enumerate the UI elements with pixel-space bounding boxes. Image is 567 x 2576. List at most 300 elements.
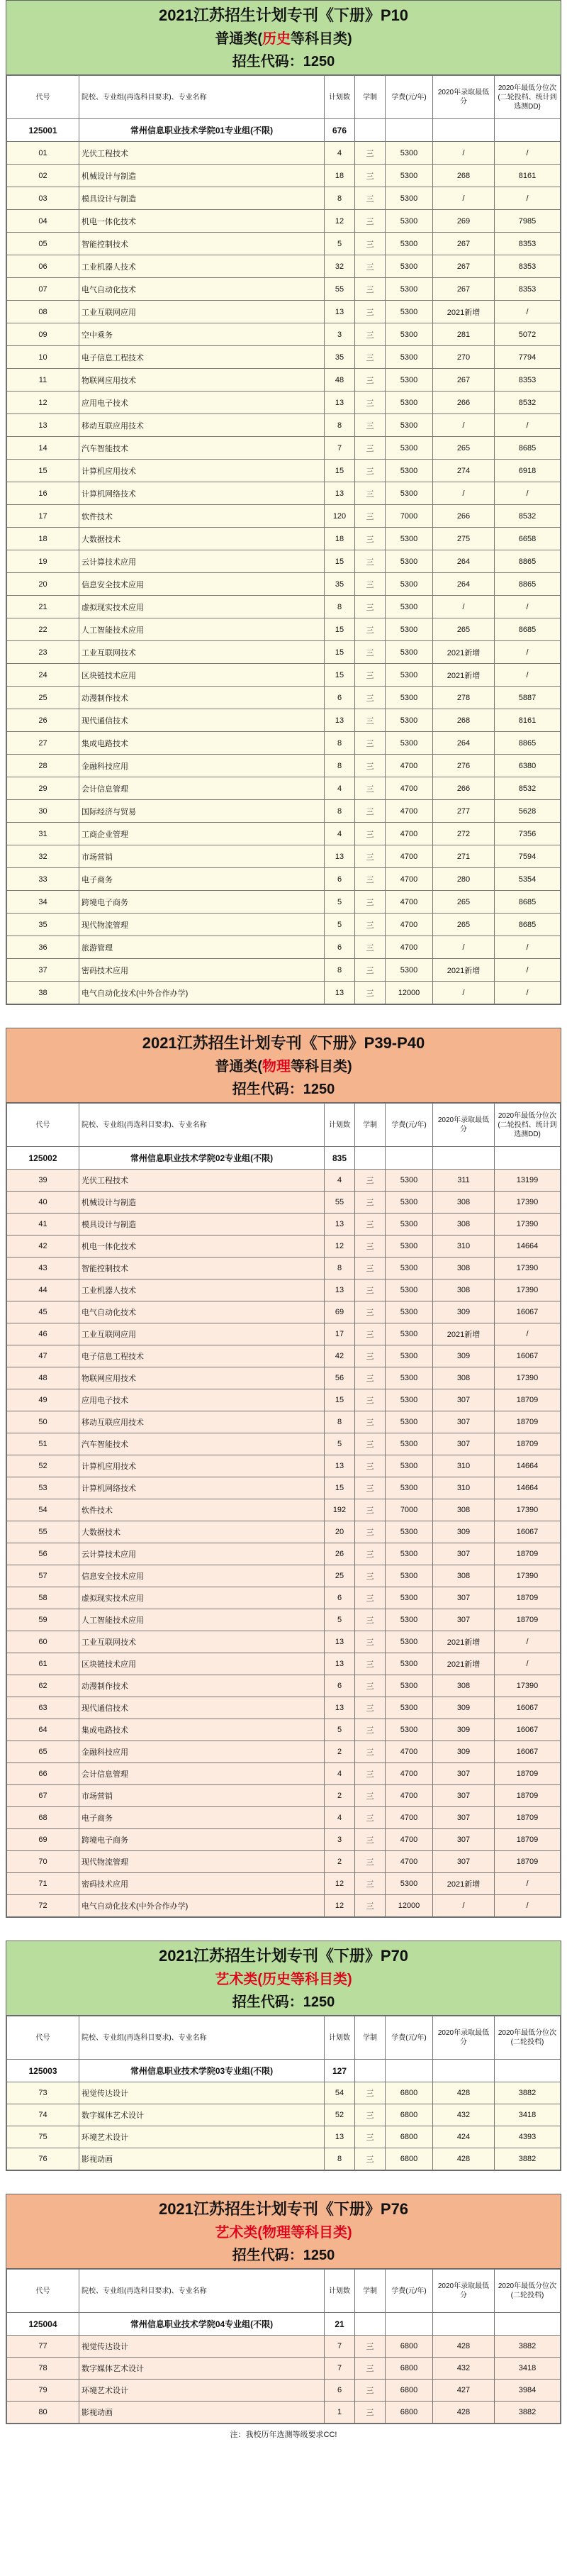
cell-rank: 16067 <box>495 1697 561 1719</box>
cell-code: 43 <box>7 1258 79 1279</box>
cell-name: 工业机器人技术 <box>79 1279 325 1301</box>
table-row <box>7 2104 561 2126</box>
table-row <box>7 142 561 165</box>
cell-rank: 5628 <box>495 800 561 823</box>
cell-rank: 17390 <box>495 1214 561 1236</box>
table-row <box>7 369 561 392</box>
cell-len: 三 <box>355 618 386 641</box>
cell-name: 现代物流管理 <box>79 914 325 936</box>
cell-fee: 5300 <box>386 732 433 755</box>
cell-name: 机电一体化技术 <box>79 210 325 233</box>
cell-score: 278 <box>433 687 495 709</box>
cell-code: 30 <box>7 800 79 823</box>
cell-name: 虚拟现实技术应用 <box>79 596 325 618</box>
group-code: 125003 <box>7 2060 79 2082</box>
cell-len: 三 <box>355 914 386 936</box>
cell-rank: 18709 <box>495 1433 561 1455</box>
empty-cell <box>386 1147 433 1170</box>
group-code: 125004 <box>7 2313 79 2336</box>
cell-name: 数字媒体艺术设计 <box>79 2358 325 2380</box>
cell-score: 309 <box>433 1719 495 1741</box>
cell-score: 264 <box>433 550 495 573</box>
cell-fee: 5300 <box>386 664 433 687</box>
column-header: 院校、专业组(再选科目要求)、专业名称 <box>79 76 325 119</box>
cell-fee: 5300 <box>386 1455 433 1477</box>
cell-fee: 5300 <box>386 1258 433 1279</box>
cell-name: 密码技术应用 <box>79 1873 325 1895</box>
cell-len: 三 <box>355 1543 386 1565</box>
table-row <box>7 2082 561 2104</box>
cell-code: 79 <box>7 2380 79 2402</box>
cell-fee: 5300 <box>386 301 433 323</box>
column-header: 计划数 <box>325 76 355 119</box>
cell-rank: 8161 <box>495 165 561 187</box>
cell-len: 三 <box>355 210 386 233</box>
group-name: 常州信息职业技术学院01专业组(不限) <box>79 119 325 142</box>
cell-name: 金融科技应用 <box>79 1741 325 1763</box>
cell-name: 会计信息管理 <box>79 1763 325 1785</box>
group-name: 常州信息职业技术学院02专业组(不限) <box>79 1147 325 1170</box>
cell-fee: 5300 <box>386 414 433 437</box>
cell-code: 72 <box>7 1895 79 1917</box>
plan-table <box>6 1103 561 1917</box>
cell-plan: 35 <box>325 573 355 596</box>
cell-score: 307 <box>433 1763 495 1785</box>
cell-fee: 5300 <box>386 1411 433 1433</box>
cell-fee: 5300 <box>386 528 433 550</box>
cell-code: 56 <box>7 1543 79 1565</box>
table-row <box>7 1873 561 1895</box>
cell-fee: 5300 <box>386 482 433 505</box>
cell-fee: 7000 <box>386 505 433 528</box>
cell-code: 14 <box>7 437 79 460</box>
cell-plan: 8 <box>325 1258 355 1279</box>
cell-code: 58 <box>7 1587 79 1609</box>
plan-section <box>6 1028 561 1918</box>
cell-len: 三 <box>355 1763 386 1785</box>
cell-name: 物联网应用技术 <box>79 1367 325 1389</box>
table-row <box>7 618 561 641</box>
subtitle-part: 等科目类) <box>291 31 352 47</box>
cell-plan: 12 <box>325 1873 355 1895</box>
cell-code: 26 <box>7 709 79 732</box>
cell-rank: 6658 <box>495 528 561 550</box>
cell-name: 人工智能技术应用 <box>79 1609 325 1631</box>
cell-code: 42 <box>7 1236 79 1258</box>
cell-name: 跨境电子商务 <box>79 891 325 914</box>
cell-plan: 13 <box>325 845 355 868</box>
table-row <box>7 460 561 482</box>
cell-fee: 4700 <box>386 800 433 823</box>
cell-plan: 4 <box>325 1170 355 1192</box>
subtitle-part: 普通类( <box>215 1059 262 1075</box>
cell-code: 53 <box>7 1477 79 1499</box>
cell-plan: 13 <box>325 482 355 505</box>
cell-fee: 12000 <box>386 1895 433 1917</box>
cell-plan: 6 <box>325 2380 355 2402</box>
cell-name: 大数据技术 <box>79 1521 325 1543</box>
cell-rank: 5354 <box>495 868 561 891</box>
cell-plan: 15 <box>325 618 355 641</box>
table-row <box>7 1192 561 1214</box>
column-header: 学制 <box>355 2270 386 2313</box>
cell-score: 308 <box>433 1279 495 1301</box>
section-subtitle <box>6 1055 561 1078</box>
admission-code: 招生代码：1250 <box>232 54 335 70</box>
table-row <box>7 1741 561 1763</box>
cell-len: 三 <box>355 573 386 596</box>
cell-score: 307 <box>433 1851 495 1873</box>
cell-code: 01 <box>7 142 79 165</box>
column-header: 2020年录取最低分 <box>433 76 495 119</box>
cell-len: 三 <box>355 1807 386 1829</box>
cell-name: 会计信息管理 <box>79 777 325 800</box>
cell-name: 环境艺术设计 <box>79 2380 325 2402</box>
cell-plan: 55 <box>325 1192 355 1214</box>
cell-fee: 5300 <box>386 1565 433 1587</box>
cell-plan: 52 <box>325 2104 355 2126</box>
cell-score: 307 <box>433 1829 495 1851</box>
table-header-row <box>7 2270 561 2313</box>
column-header: 2020年最低分位次(二轮投档、统计到选测DD) <box>495 76 561 119</box>
cell-code: 22 <box>7 618 79 641</box>
cell-score: / <box>433 482 495 505</box>
cell-score: 309 <box>433 1301 495 1323</box>
cell-score: 428 <box>433 2402 495 2424</box>
cell-code: 15 <box>7 460 79 482</box>
cell-score: 266 <box>433 505 495 528</box>
cell-rank: 8532 <box>495 505 561 528</box>
cell-code: 04 <box>7 210 79 233</box>
table-row <box>7 891 561 914</box>
table-row <box>7 1653 561 1675</box>
cell-len: 三 <box>355 437 386 460</box>
table-row <box>7 1609 561 1631</box>
cell-code: 47 <box>7 1345 79 1367</box>
cell-fee: 6800 <box>386 2336 433 2358</box>
table-row <box>7 777 561 800</box>
cell-plan: 42 <box>325 1345 355 1367</box>
column-header: 计划数 <box>325 1104 355 1147</box>
cell-fee: 4700 <box>386 1763 433 1785</box>
cell-code: 59 <box>7 1609 79 1631</box>
cell-fee: 7000 <box>386 1499 433 1521</box>
cell-name: 信息安全技术应用 <box>79 573 325 596</box>
cell-fee: 5300 <box>386 369 433 392</box>
cell-plan: 6 <box>325 687 355 709</box>
cell-score: 310 <box>433 1236 495 1258</box>
cell-len: 三 <box>355 2336 386 2358</box>
cell-name: 数字媒体艺术设计 <box>79 2104 325 2126</box>
cell-code: 70 <box>7 1851 79 1873</box>
cell-rank: / <box>495 641 561 664</box>
cell-rank: / <box>495 1895 561 1917</box>
group-name: 常州信息职业技术学院03专业组(不限) <box>79 2060 325 2082</box>
empty-cell <box>355 2060 386 2082</box>
cell-code: 69 <box>7 1829 79 1851</box>
admission-code: 招生代码：1250 <box>232 1994 335 2010</box>
section-title: 2021江苏招生计划专刊《下册》P76 <box>158 2200 409 2218</box>
cell-plan: 69 <box>325 1301 355 1323</box>
cell-name: 国际经济与贸易 <box>79 800 325 823</box>
cell-fee: 5300 <box>386 1389 433 1411</box>
cell-score: / <box>433 982 495 1004</box>
cell-plan: 13 <box>325 1697 355 1719</box>
empty-cell <box>433 119 495 142</box>
group-plan: 127 <box>325 2060 355 2082</box>
cell-len: 三 <box>355 732 386 755</box>
cell-rank: / <box>495 936 561 959</box>
cell-rank: 8685 <box>495 618 561 641</box>
cell-len: 三 <box>355 528 386 550</box>
table-row <box>7 1829 561 1851</box>
cell-rank: 7794 <box>495 346 561 369</box>
cell-plan: 15 <box>325 550 355 573</box>
empty-cell <box>355 2313 386 2336</box>
group-plan: 21 <box>325 2313 355 2336</box>
cell-fee: 5300 <box>386 210 433 233</box>
cell-code: 78 <box>7 2358 79 2380</box>
table-row <box>7 346 561 369</box>
cell-score: 272 <box>433 823 495 845</box>
cell-code: 74 <box>7 2104 79 2126</box>
cell-fee: 5300 <box>386 1192 433 1214</box>
column-header: 学费(元/年) <box>386 2016 433 2060</box>
cell-fee: 4700 <box>386 868 433 891</box>
cell-score: 427 <box>433 2380 495 2402</box>
cell-plan: 7 <box>325 2358 355 2380</box>
cell-len: 三 <box>355 1455 386 1477</box>
cell-name: 光伏工程技术 <box>79 142 325 165</box>
subtitle-part: 艺术类(物理等科目类) <box>215 2225 352 2241</box>
cell-code: 38 <box>7 982 79 1004</box>
cell-fee: 5300 <box>386 1323 433 1345</box>
cell-rank: 14664 <box>495 1477 561 1499</box>
cell-plan: 18 <box>325 528 355 550</box>
cell-len: 三 <box>355 1609 386 1631</box>
cell-len: 三 <box>355 845 386 868</box>
cell-rank: / <box>495 482 561 505</box>
cell-len: 三 <box>355 664 386 687</box>
cell-plan: 13 <box>325 982 355 1004</box>
cell-score: 2021新增 <box>433 1873 495 1895</box>
empty-cell <box>355 1147 386 1170</box>
subtitle-part: 普通类( <box>215 31 262 47</box>
cell-len: 三 <box>355 596 386 618</box>
cell-code: 60 <box>7 1631 79 1653</box>
cell-fee: 4700 <box>386 777 433 800</box>
cell-score: 2021新增 <box>433 301 495 323</box>
cell-len: 三 <box>355 1236 386 1258</box>
cell-plan: 8 <box>325 1411 355 1433</box>
cell-score: 274 <box>433 460 495 482</box>
cell-code: 50 <box>7 1411 79 1433</box>
table-row <box>7 936 561 959</box>
cell-fee: 5300 <box>386 1521 433 1543</box>
cell-fee: 6800 <box>386 2148 433 2170</box>
cell-code: 35 <box>7 914 79 936</box>
column-header: 学制 <box>355 76 386 119</box>
cell-name: 人工智能技术应用 <box>79 618 325 641</box>
cell-name: 云计算技术应用 <box>79 550 325 573</box>
cell-code: 12 <box>7 392 79 414</box>
cell-score: 311 <box>433 1170 495 1192</box>
cell-len: 三 <box>355 1477 386 1499</box>
cell-rank: / <box>495 982 561 1004</box>
cell-code: 19 <box>7 550 79 573</box>
cell-plan: 5 <box>325 914 355 936</box>
cell-name: 计算机应用技术 <box>79 1455 325 1477</box>
cell-len: 三 <box>355 187 386 210</box>
cell-fee: 6800 <box>386 2380 433 2402</box>
table-row <box>7 2148 561 2170</box>
cell-len: 三 <box>355 1258 386 1279</box>
cell-len: 三 <box>355 2082 386 2104</box>
cell-fee: 5300 <box>386 1653 433 1675</box>
table-row <box>7 1631 561 1653</box>
cell-name: 智能控制技术 <box>79 233 325 255</box>
cell-score: 268 <box>433 709 495 732</box>
table-row <box>7 1895 561 1917</box>
table-header-row <box>7 1104 561 1147</box>
cell-score: 265 <box>433 891 495 914</box>
cell-plan: 6 <box>325 936 355 959</box>
cell-code: 21 <box>7 596 79 618</box>
cell-len: 三 <box>355 1279 386 1301</box>
cell-score: 309 <box>433 1697 495 1719</box>
cell-rank: / <box>495 414 561 437</box>
cell-len: 三 <box>355 1895 386 1917</box>
cell-fee: 5300 <box>386 959 433 982</box>
section-header <box>6 1028 561 1103</box>
cell-name: 应用电子技术 <box>79 392 325 414</box>
table-row <box>7 1411 561 1433</box>
cell-plan: 8 <box>325 732 355 755</box>
column-header: 学费(元/年) <box>386 1104 433 1147</box>
cell-plan: 3 <box>325 323 355 346</box>
table-header-row <box>7 2016 561 2060</box>
cell-fee: 5300 <box>386 618 433 641</box>
cell-fee: 5300 <box>386 550 433 573</box>
subtitle-part: 等科目类) <box>291 1059 352 1075</box>
cell-score: 267 <box>433 233 495 255</box>
cell-rank: 17390 <box>495 1367 561 1389</box>
cell-rank: 8161 <box>495 709 561 732</box>
cell-name: 动漫制作技术 <box>79 687 325 709</box>
cell-rank: 8865 <box>495 732 561 755</box>
cell-name: 集成电路技术 <box>79 732 325 755</box>
table-row <box>7 482 561 505</box>
table-row <box>7 800 561 823</box>
cell-code: 65 <box>7 1741 79 1763</box>
cell-score: 307 <box>433 1389 495 1411</box>
cell-rank: 3882 <box>495 2148 561 2170</box>
cell-len: 三 <box>355 641 386 664</box>
cell-code: 20 <box>7 573 79 596</box>
cell-score: 266 <box>433 392 495 414</box>
cell-len: 三 <box>355 1697 386 1719</box>
cell-plan: 2 <box>325 1785 355 1807</box>
cell-plan: 192 <box>325 1499 355 1521</box>
cell-code: 17 <box>7 505 79 528</box>
table-row <box>7 914 561 936</box>
cell-score: 275 <box>433 528 495 550</box>
cell-fee: 5300 <box>386 687 433 709</box>
cell-plan: 4 <box>325 142 355 165</box>
cell-rank: 13199 <box>495 1170 561 1192</box>
cell-plan: 18 <box>325 165 355 187</box>
cell-plan: 12 <box>325 210 355 233</box>
cell-score: / <box>433 414 495 437</box>
cell-len: 三 <box>355 1829 386 1851</box>
cell-plan: 1 <box>325 2402 355 2424</box>
cell-score: 270 <box>433 346 495 369</box>
cell-rank: 16067 <box>495 1719 561 1741</box>
cell-name: 云计算技术应用 <box>79 1543 325 1565</box>
table-row <box>7 2336 561 2358</box>
cell-name: 影视动画 <box>79 2148 325 2170</box>
cell-plan: 8 <box>325 596 355 618</box>
cell-len: 三 <box>355 687 386 709</box>
cell-name: 信息安全技术应用 <box>79 1565 325 1587</box>
column-header: 代号 <box>7 1104 79 1147</box>
cell-name: 模具设计与制造 <box>79 1214 325 1236</box>
table-row <box>7 255 561 278</box>
cell-name: 电气自动化技术 <box>79 278 325 301</box>
column-header: 院校、专业组(再选科目要求)、专业名称 <box>79 1104 325 1147</box>
cell-rank: 3418 <box>495 2358 561 2380</box>
cell-len: 三 <box>355 346 386 369</box>
cell-name: 电子信息工程技术 <box>79 346 325 369</box>
cell-code: 52 <box>7 1455 79 1477</box>
cell-rank: 8685 <box>495 914 561 936</box>
cell-score: 2021新增 <box>433 959 495 982</box>
cell-rank: 8353 <box>495 369 561 392</box>
column-header: 2020年最低分位次(二轮投档、统计到选测DD) <box>495 1104 561 1147</box>
cell-name: 工业互联网应用 <box>79 1323 325 1345</box>
table-row <box>7 1455 561 1477</box>
cell-fee: 5300 <box>386 709 433 732</box>
cell-plan: 12 <box>325 1895 355 1917</box>
cell-rank: 17390 <box>495 1565 561 1587</box>
group-row <box>7 2060 561 2082</box>
cell-name: 工业互联网技术 <box>79 641 325 664</box>
cell-code: 02 <box>7 165 79 187</box>
cell-plan: 13 <box>325 1279 355 1301</box>
cell-plan: 8 <box>325 959 355 982</box>
table-row <box>7 1279 561 1301</box>
cell-score: 264 <box>433 732 495 755</box>
cell-len: 三 <box>355 142 386 165</box>
cell-score: 428 <box>433 2082 495 2104</box>
admission-code: 招生代码：1250 <box>232 1082 335 1097</box>
cell-rank: / <box>495 959 561 982</box>
column-header: 代号 <box>7 2016 79 2060</box>
cell-name: 电子商务 <box>79 1807 325 1829</box>
cell-rank: / <box>495 1653 561 1675</box>
column-header: 学制 <box>355 2016 386 2060</box>
cell-rank: 18709 <box>495 1763 561 1785</box>
cell-plan: 13 <box>325 1455 355 1477</box>
cell-score: 308 <box>433 1258 495 1279</box>
cell-name: 工商企业管理 <box>79 823 325 845</box>
cell-len: 三 <box>355 936 386 959</box>
cell-fee: 5300 <box>386 346 433 369</box>
cell-rank: 16067 <box>495 1521 561 1543</box>
empty-cell <box>495 119 561 142</box>
cell-score: 2021新增 <box>433 664 495 687</box>
cell-fee: 5300 <box>386 233 433 255</box>
